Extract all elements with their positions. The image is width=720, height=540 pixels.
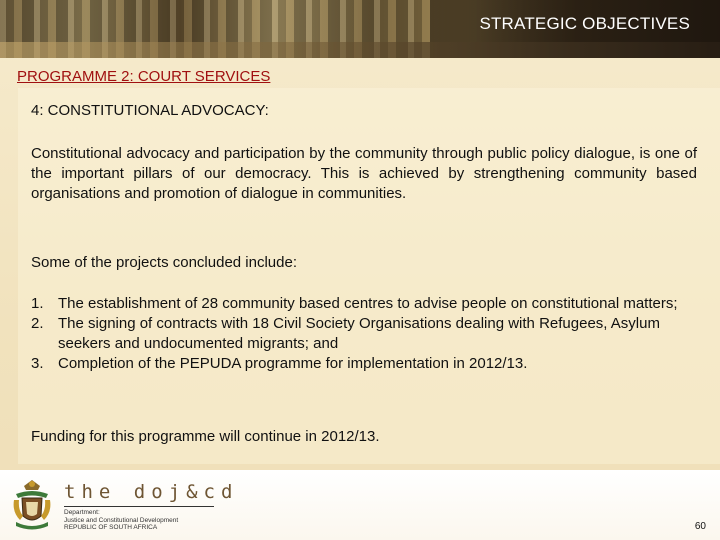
dept-line-2: Justice and Constitutional Development	[64, 516, 179, 524]
projects-list	[31, 294, 697, 374]
header-band	[0, 42, 720, 58]
page-number: 60	[694, 521, 706, 532]
list-item	[31, 354, 697, 374]
list-item-number: 2.	[31, 315, 44, 332]
dept-line-3: REPUBLIC OF SOUTH AFRICA	[64, 524, 158, 531]
list-item-text: The signing of contracts with 18 Civil Society Organisations dealing with Refugees, Asylum seekers and undocumented migrants; and	[58, 315, 660, 352]
coat-of-arms-icon	[10, 476, 54, 534]
programme-title: PROGRAMME 2: COURT SERVICES	[17, 68, 271, 85]
brand-divider	[64, 506, 214, 507]
list-item-text: The establishment of 28 community based centres to advise people on constitutional matters;	[58, 295, 678, 312]
header-banner	[0, 0, 720, 58]
section-heading: 4: CONSTITUTIONAL ADVOCACY:	[31, 102, 269, 119]
funding-note: Funding for this programme will continue in 2012/13.	[31, 428, 380, 445]
brand-logo-text: the doj&cd	[64, 481, 239, 503]
header-title: STRATEGIC OBJECTIVES	[479, 14, 690, 33]
list-item	[31, 294, 697, 314]
projects-intro: Some of the projects concluded include:	[31, 254, 297, 271]
section-paragraph: Constitutional advocacy and participation by the community through public policy dialogue, is one of the important pillars of our democracy. This is achieved by strengthening community based organisations and promotion of dialogue in communities.	[31, 145, 697, 202]
list-item-number: 3.	[31, 355, 44, 372]
list-item	[31, 314, 697, 354]
dept-line-1: Department:	[64, 509, 100, 516]
list-item-number: 1.	[31, 295, 44, 312]
list-item-text: Completion of the PEPUDA programme for implementation in 2012/13.	[58, 355, 528, 372]
department-name	[64, 509, 234, 532]
